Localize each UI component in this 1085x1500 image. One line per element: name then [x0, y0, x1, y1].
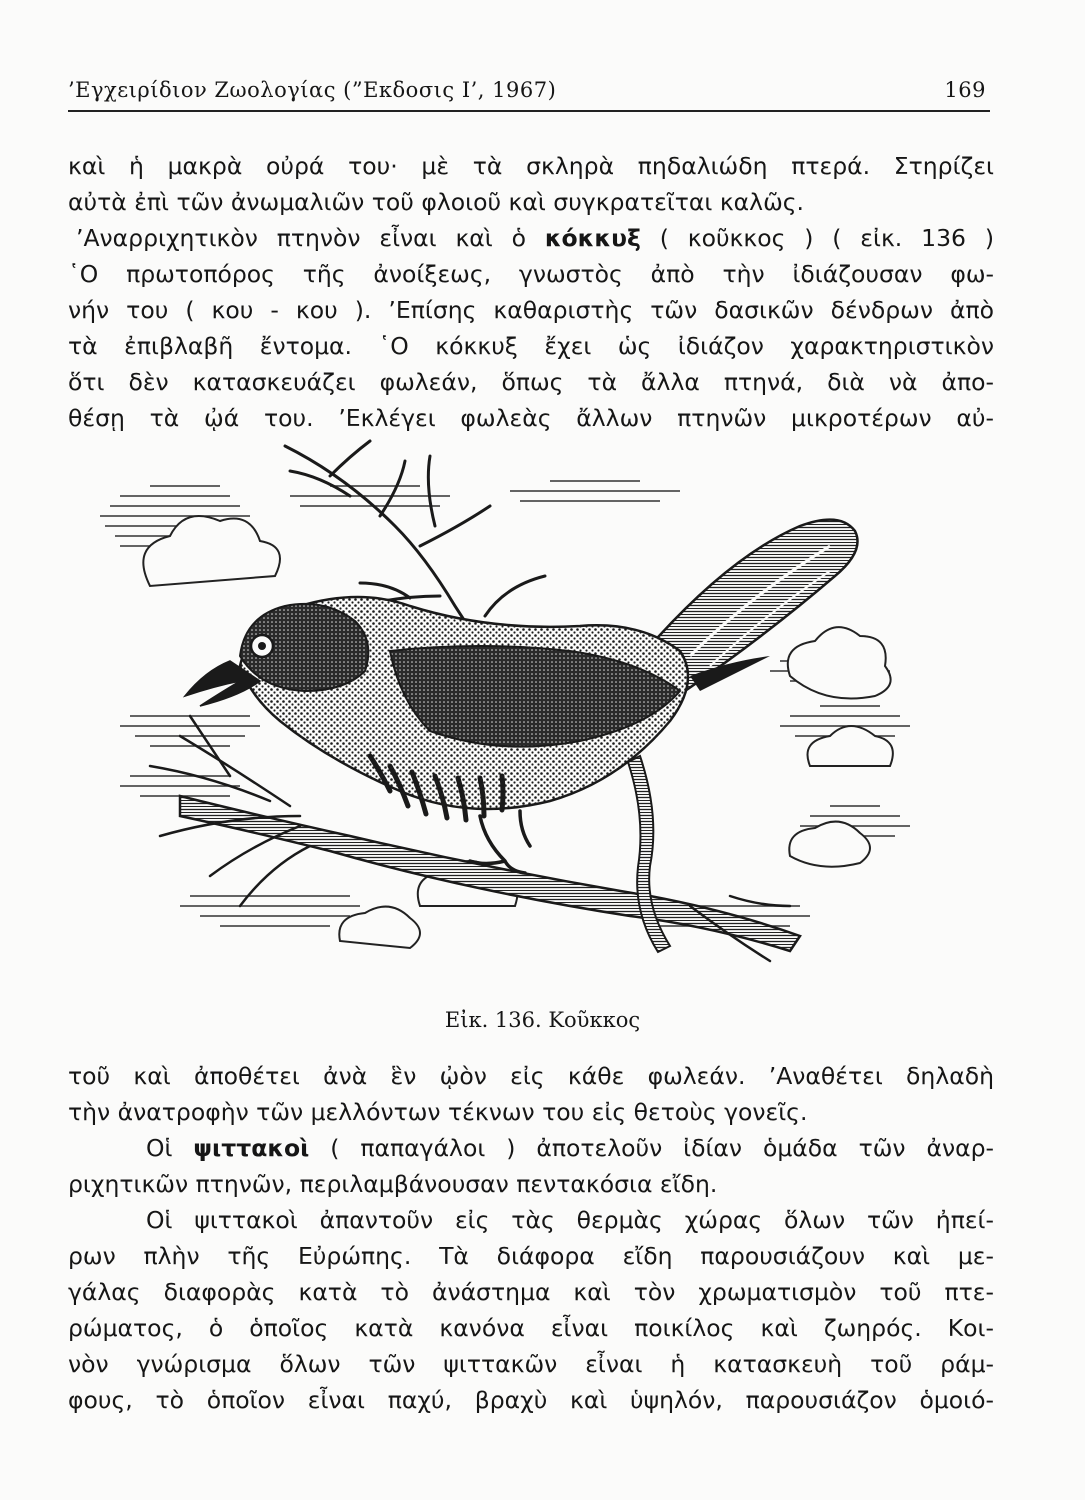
cuckoo-engraving-icon: [90, 436, 995, 1006]
cuckoo-illustration: [90, 436, 995, 1006]
text-line: φους, τὸ ὁποῖον εἶναι παχύ, βραχὺ καὶ ὑψηλόν, παρουσιάζον ὁμοιό-: [68, 1386, 994, 1414]
text-run: Οἱ: [146, 1134, 173, 1162]
term-cuckoo: κόκκυξ: [544, 224, 641, 252]
text-line: τοῦ καὶ ἀποθέτει ἀνὰ ἓν ᾠὸν εἰς κάθε φωλεάν. ’Αναθέτει δηλαδὴ: [68, 1062, 994, 1090]
text-block-bottom: [68, 1058, 994, 1418]
running-title: ’Εγχειρίδιον Ζωολογίας (”Εκδοσις Ι’, 1967): [68, 78, 557, 102]
figure-caption: Εἰκ. 136. Κοῦκκος: [444, 1008, 641, 1032]
text-line: Οἱ ψιττακοὶ ἀπαντοῦν εἰς τὰς θερμὰς χώρας ὅλων τῶν ἠπεί-: [146, 1206, 994, 1234]
text-line: τὰ ἐπιβλαβῆ ἔντομα. ῾Ο κόκκυξ ἔχει ὡς ἰδιάζον χαρακτηριστικὸν: [68, 332, 994, 360]
text-run: ’Αναρριχητικὸν πτηνὸν εἶναι καὶ ὁ: [76, 224, 526, 252]
text-line: ρώματος, ὁ ὁποῖος κατὰ κανόνα εἶναι ποικίλος καὶ ζωηρός. Κοι-: [68, 1314, 994, 1342]
text-line: γάλας διαφορὰς κατὰ τὸ ἀνάστημα καὶ τὸν χρωματισμὸν τοῦ πτε-: [68, 1278, 994, 1306]
text-block-top: [68, 148, 994, 436]
text-line: αὐτὰ ἐπὶ τῶν ἀνωμαλιῶν τοῦ φλοιοῦ καὶ συγκρατεῖται καλῶς.: [68, 188, 805, 216]
running-header: [68, 70, 990, 112]
text-line: τὴν ἀνατροφὴν τῶν μελλόντων τέκνων του εἰς θετοὺς γονεῖς.: [68, 1098, 808, 1126]
text-line: θέσῃ τὰ ᾠά του. ’Εκλέγει φωλεὰς ἄλλων πτηνῶν μικροτέρων αὐ-: [68, 404, 994, 432]
text-line: ὅτι δὲν κατασκευάζει φωλεάν, ὅπως τὰ ἄλλα πτηνά, διὰ νὰ ἀπο-: [68, 368, 994, 396]
text-line: ρων πλὴν τῆς Εὐρώπης. Τὰ διάφορα εἴδη παρουσιάζουν καὶ με-: [68, 1242, 994, 1270]
text-line: [68, 220, 994, 256]
text-line: νὸν γνώρισμα ὅλων τῶν ψιττακῶν εἶναι ἡ κατασκευὴ τοῦ ράμ-: [68, 1350, 994, 1378]
text-line: ριχητικῶν πτηνῶν, περιλαμβάνουσαν πεντακόσια εἴδη.: [68, 1170, 718, 1198]
term-parrots: ψιττακοὶ: [193, 1134, 310, 1162]
text-line: ῾Ο πρωτοπόρος τῆς ἀνοίξεως, γνωστὸς ἀπὸ τὴν ἰδιάζουσαν φω-: [68, 260, 994, 288]
text-line: καὶ ἡ μακρὰ οὐρά του· μὲ τὰ σκληρὰ πηδαλιώδη πτερά. Στηρίζει: [68, 152, 994, 180]
text-line: νήν του ( κου - κου ). ’Επίσης καθαριστὴς τῶν δασικῶν δένδρων ἀπὸ: [68, 296, 994, 324]
text-run: ( κοῦκκος ) ( εἰκ. 136 ): [659, 224, 994, 252]
text-run: ( παπαγάλοι ) ἀποτελοῦν ἰδίαν ὁμάδα τῶν ἀναρ-: [330, 1134, 994, 1162]
page-number: 169: [944, 78, 986, 102]
text-line: [68, 1130, 994, 1166]
